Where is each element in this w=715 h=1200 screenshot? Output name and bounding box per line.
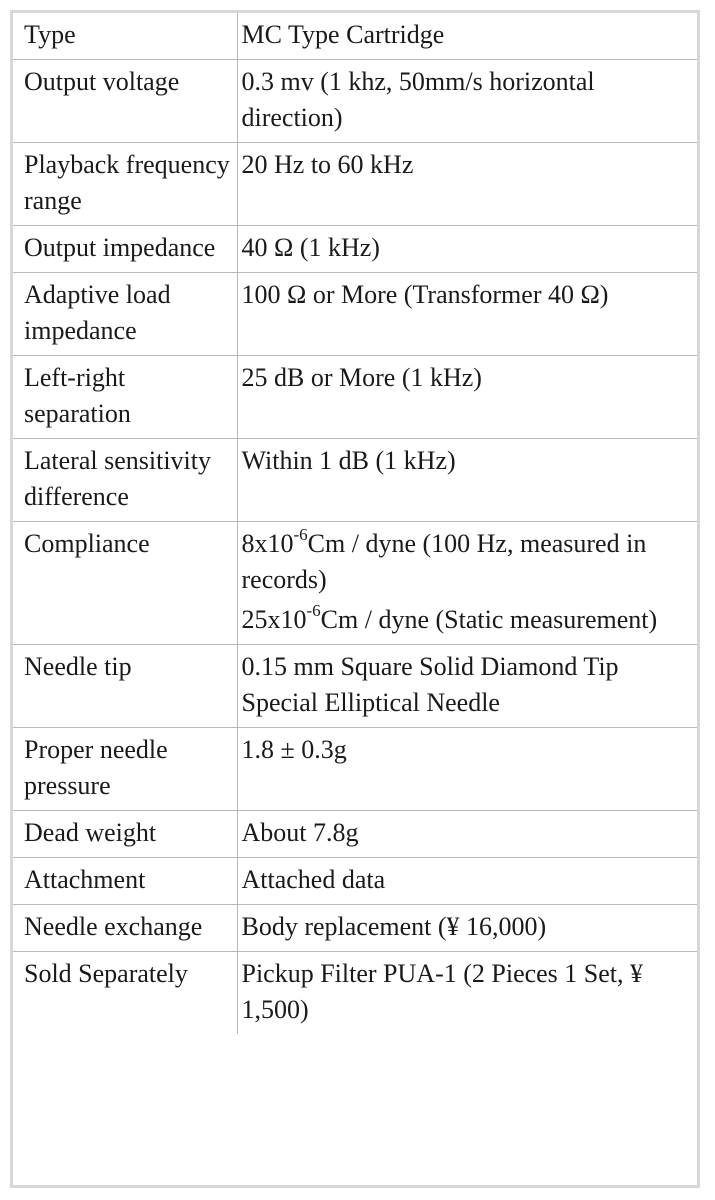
spec-label: Left-right separation xyxy=(13,356,237,439)
table-row xyxy=(13,728,697,811)
table-row xyxy=(13,811,697,858)
spec-table xyxy=(13,13,697,1034)
table-row xyxy=(13,645,697,728)
spec-value: 0.3 mv (1 khz, 50mm/s horizontal direction) xyxy=(237,60,697,143)
compliance-1-rest: Cm / dyne (100 Hz, measured in records) xyxy=(241,529,647,594)
spec-label: Type xyxy=(13,13,237,60)
compliance-1-base: 8x10 xyxy=(241,529,294,558)
spec-value: 0.15 mm Square Solid Diamond Tip Special Elliptical Needle xyxy=(237,645,697,728)
spec-label: Output voltage xyxy=(13,60,237,143)
spec-label: Sold Separately xyxy=(13,952,237,1035)
spec-value: Within 1 dB (1 kHz) xyxy=(237,439,697,522)
compliance-1-exponent: -6 xyxy=(293,525,308,545)
spec-value: 20 Hz to 60 kHz xyxy=(237,143,697,226)
table-row xyxy=(13,522,697,645)
compliance-2-exponent: -6 xyxy=(306,601,321,621)
compliance-line-2 xyxy=(242,602,694,638)
spec-label: Proper needle pressure xyxy=(13,728,237,811)
table-row xyxy=(13,952,697,1035)
compliance-2-rest: Cm / dyne (Static measurement) xyxy=(320,605,658,634)
compliance-2-base: 25x10 xyxy=(241,605,307,634)
spec-label: Playback frequency range xyxy=(13,143,237,226)
spec-value xyxy=(237,522,697,645)
spec-label: Needle tip xyxy=(13,645,237,728)
spec-value: MC Type Cartridge xyxy=(237,13,697,60)
spec-value: 1.8 ± 0.3g xyxy=(237,728,697,811)
spec-value: Pickup Filter PUA-1 (2 Pieces 1 Set, ¥ 1,500) xyxy=(237,952,697,1035)
spec-label: Adaptive load impedance xyxy=(13,273,237,356)
spec-label: Attachment xyxy=(13,858,237,905)
spec-label: Compliance xyxy=(13,522,237,645)
spec-value: Body replacement (¥ 16,000) xyxy=(237,905,697,952)
table-row xyxy=(13,439,697,522)
spec-label: Needle exchange xyxy=(13,905,237,952)
spec-value: 100 Ω or More (Transformer 40 Ω) xyxy=(237,273,697,356)
compliance-line-1 xyxy=(242,526,694,598)
spec-label: Lateral sensitivity difference xyxy=(13,439,237,522)
spec-value: 25 dB or More (1 kHz) xyxy=(237,356,697,439)
spec-label: Dead weight xyxy=(13,811,237,858)
spec-value: About 7.8g xyxy=(237,811,697,858)
table-row xyxy=(13,143,697,226)
table-row xyxy=(13,905,697,952)
table-row xyxy=(13,226,697,273)
spec-table-frame xyxy=(10,10,700,1188)
table-row xyxy=(13,858,697,905)
spec-value: Attached data xyxy=(237,858,697,905)
table-row xyxy=(13,356,697,439)
spec-value: 40 Ω (1 kHz) xyxy=(237,226,697,273)
table-row xyxy=(13,60,697,143)
table-row xyxy=(13,13,697,60)
spec-label: Output impedance xyxy=(13,226,237,273)
table-row xyxy=(13,273,697,356)
